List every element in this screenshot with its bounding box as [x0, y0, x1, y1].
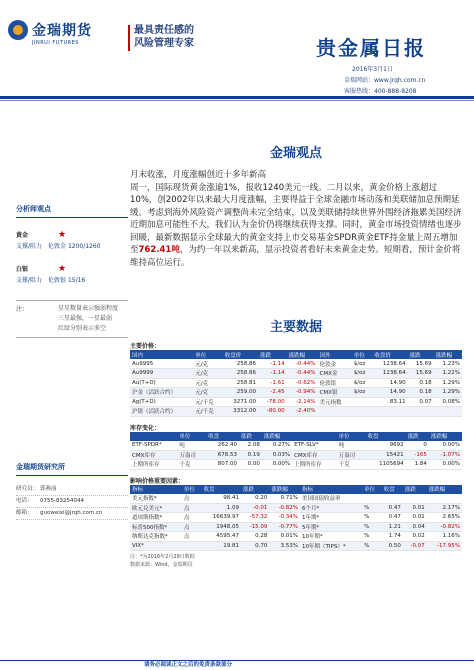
- table-cell: 0: [406, 441, 429, 451]
- table-cell: 点: [182, 522, 202, 532]
- website: 金瑞网站：www.jrqh.com.cn: [344, 77, 426, 84]
- table-cell: 元/千克: [193, 407, 222, 417]
- price-table: [130, 350, 462, 417]
- table-cell: 纳斯达克指数*: [130, 532, 182, 542]
- table-cell: 0.19: [239, 450, 262, 460]
- table-cell: 1.29%: [434, 388, 462, 398]
- email-key: 邮箱：: [16, 510, 33, 516]
- price-header-cell: 涨跌: [408, 350, 434, 359]
- table-cell: 上期所库存: [292, 460, 336, 470]
- silver-sr-label: 支撑/阻力: [16, 277, 43, 284]
- table-row: [130, 359, 462, 369]
- table-cell: CMX金: [318, 369, 352, 379]
- table-cell: -80.00: [258, 407, 287, 417]
- table-row: [130, 407, 462, 417]
- table-cell: -2.14%: [287, 397, 318, 407]
- price-header-row: [130, 350, 462, 359]
- stock-header-cell: 涨跌: [239, 432, 262, 441]
- price-body: [130, 359, 462, 416]
- table-cell: 258.86: [223, 359, 258, 369]
- table-cell: -1.07%: [429, 450, 462, 460]
- table-cell: -1.61: [258, 378, 287, 388]
- data-section: [130, 316, 462, 569]
- company-logo: [8, 20, 92, 56]
- table-cell: 0.00%: [429, 441, 462, 451]
- table-cell: -78.00: [258, 397, 287, 407]
- table-cell: -0.01: [241, 503, 269, 513]
- stock-header-cell: 涨跌幅: [429, 432, 462, 441]
- table-cell: [403, 494, 427, 504]
- stock-header-cell: 单位: [337, 432, 366, 441]
- table-cell: -0.07: [403, 541, 427, 551]
- macro-table: [130, 485, 462, 552]
- table-cell: 0.00: [239, 460, 262, 470]
- stock-header-cell: [130, 432, 177, 441]
- table-cell: %: [362, 532, 382, 542]
- table-cell: -17.95%: [427, 541, 462, 551]
- report-header: [0, 0, 474, 98]
- macro-caption: 影响价格重要因素：: [130, 477, 185, 485]
- table-cell: 万盎司: [177, 450, 206, 460]
- table-cell: 0.04: [403, 522, 427, 532]
- macro-header-cell: 收盘: [382, 485, 403, 494]
- table-cell: -0.44%: [287, 369, 318, 379]
- view-body-bold: 762.41吨: [138, 245, 180, 255]
- gold-label: 黄金: [16, 232, 29, 239]
- table-row: [130, 378, 462, 388]
- stock-header-cell: 单位: [177, 432, 206, 441]
- table-cell: 点: [182, 513, 202, 523]
- slogan: [134, 24, 194, 50]
- price-header-cell: 收盘价: [372, 350, 407, 359]
- table-cell: 3271.00: [223, 397, 258, 407]
- table-cell: 1.23%: [434, 359, 462, 369]
- table-cell: -2.45: [258, 388, 287, 398]
- macro-header-cell: 收盘: [202, 485, 242, 494]
- table-cell: 0.00%: [429, 460, 462, 470]
- table-cell: 2.65%: [427, 513, 462, 523]
- table-cell: [427, 494, 462, 504]
- price-header-cell: 单位: [352, 350, 373, 359]
- legend-caption: 注：: [16, 306, 29, 313]
- table-cell: 元/克: [193, 369, 222, 379]
- analyst-view-rule: [16, 217, 128, 218]
- footer-text: 请务必阅读正文之后的免责条款部分: [144, 662, 233, 668]
- table-cell: 3.53%: [269, 541, 300, 551]
- table-cell: $/oz: [352, 388, 373, 398]
- view-lead: 月末收涨，月度涨幅创近十多年新高: [130, 170, 267, 180]
- table-cell: 2.08: [239, 441, 262, 451]
- slogan-line-1: 最具责任感的: [134, 25, 194, 36]
- table-cell: Ag(T+D): [130, 397, 193, 407]
- table-cell: 0.01%: [269, 532, 300, 542]
- table-row: [130, 494, 462, 504]
- table-cell: 6个月*: [300, 503, 362, 513]
- table-cell: 道琼斯指数*: [130, 513, 182, 523]
- table-cell: 1.84: [406, 460, 429, 470]
- table-cell: 259.00: [223, 388, 258, 398]
- table-cell: 0.00%: [262, 460, 292, 470]
- macro-header-cell: 单位: [362, 485, 382, 494]
- table-cell: 1.21: [382, 522, 403, 532]
- table-row: [130, 503, 462, 513]
- table-cell: -0.44%: [287, 359, 318, 369]
- table-cell: 上期所库存: [130, 460, 177, 470]
- view-body-1: 周一，国际现货黄金涨逾1%，报收1240美元一线。二月以来，黄金价格上涨超过10%，创2002年以来最大月度涨幅，主要得益于全球金融市场动荡和美联储加息预期延缓。考虑到海外风险资产调整尚未完全结束，以及美联储持续世界外围经济拖累美国经济近期加息可能性不大，我们认为金价仍将继续获得支撑。同时，黄金市场投资情绪也逐步回暖，最新数据显示全球最大的黄金支持上市交易基金SPDR黄金ETF持金量上周五增加至: [130, 182, 462, 255]
- macro-header-cell: 单位: [182, 485, 202, 494]
- table-row: [130, 541, 462, 551]
- stock-header-cell: 涨跌幅: [262, 432, 292, 441]
- slogan-divider: [128, 25, 130, 51]
- macro-body: [130, 494, 462, 551]
- table-cell: 沪银（活跃合约）: [130, 407, 193, 417]
- table-cell: -0.77%: [269, 522, 300, 532]
- table-cell: 4595.47: [202, 532, 242, 542]
- star-legend: [16, 300, 128, 338]
- table-cell: 16639.97: [202, 513, 242, 523]
- table-cell: 0.50: [382, 541, 403, 551]
- macro-header-cell: 指标: [130, 485, 182, 494]
- table-cell: 262.40: [206, 441, 239, 451]
- report-date: 2016年3月1日: [352, 66, 393, 73]
- macro-header-cell: 涨跌: [403, 485, 427, 494]
- price-header-cell: 收盘价: [223, 350, 258, 359]
- table-cell: [362, 494, 382, 504]
- gold-block: [16, 230, 128, 252]
- table-cell: 万盎司: [337, 450, 366, 460]
- table-cell: 258.81: [223, 378, 258, 388]
- table-cell: 10年期（TIPS）*: [300, 541, 362, 551]
- table-cell: 0.08%: [434, 397, 462, 407]
- table-cell: 千克: [337, 460, 366, 470]
- legend-text: [58, 301, 128, 337]
- table-row: [130, 388, 462, 398]
- data-title: 主要数据: [269, 320, 322, 335]
- table-row: [130, 441, 462, 451]
- table-cell: VIX*: [130, 541, 182, 551]
- table-cell: -1.14: [258, 369, 287, 379]
- table-cell: [352, 397, 373, 407]
- table-row: [130, 532, 462, 542]
- table-cell: 美元指数*: [130, 494, 182, 504]
- table-cell: ETF-SLV*: [292, 441, 336, 451]
- stock-header-row: [130, 432, 462, 441]
- report-meta: [344, 64, 425, 97]
- research-rule: [16, 475, 128, 476]
- table-cell: -0.94%: [287, 388, 318, 398]
- header-rule: [0, 96, 474, 99]
- table-cell: 1105694: [365, 460, 405, 470]
- table-cell: 2.17%: [427, 503, 462, 513]
- table-cell: -0.62%: [287, 378, 318, 388]
- table-cell: 标普500指数*: [130, 522, 182, 532]
- table-cell: 98.41: [202, 494, 242, 504]
- logo-cn-text: 金瑞期货: [32, 23, 92, 39]
- table-cell: 1.29%: [434, 378, 462, 388]
- table-cell: 258.86: [223, 369, 258, 379]
- phone-row: [16, 496, 128, 508]
- table-cell: %: [362, 522, 382, 532]
- table-cell: 0.47: [382, 503, 403, 513]
- table-cell: 678.53: [206, 450, 239, 460]
- table-cell: 欧元兑美元*: [130, 503, 182, 513]
- table-cell: 伦敦金: [318, 359, 352, 369]
- table-cell: 19.81: [202, 541, 242, 551]
- table-cell: 元/克: [193, 359, 222, 369]
- table-cell: $/oz: [352, 359, 373, 369]
- table-cell: 15.69: [408, 369, 434, 379]
- price-header-cell: 涨跌幅: [434, 350, 462, 359]
- silver-sr-value: 伦敦银 15/16: [48, 277, 86, 284]
- macro-header-cell: 涨跌幅: [427, 485, 462, 494]
- table-cell: CMX库存: [292, 450, 336, 460]
- table-cell: 0.03%: [262, 450, 292, 460]
- legend-line-3: 红绿分别表示多空: [58, 325, 107, 332]
- table-cell: Au(T+D): [130, 378, 193, 388]
- table-cell: -57.32: [241, 513, 269, 523]
- table-cell: 9692: [365, 441, 405, 451]
- phone-value: 0755-83254044: [40, 498, 84, 504]
- table-cell: -0.82%: [427, 522, 462, 532]
- table-cell: [434, 407, 462, 417]
- table-cell: 1.16%: [427, 532, 462, 542]
- table-cell: [382, 494, 403, 504]
- table-cell: [352, 407, 373, 417]
- research-contact: [16, 462, 128, 520]
- table-row: [130, 522, 462, 532]
- table-cell: 0.47: [382, 513, 403, 523]
- macro-header-cell: 涨跌幅: [269, 485, 300, 494]
- stock-header-cell: 收盘: [206, 432, 239, 441]
- logo-mark-icon: [8, 20, 28, 40]
- table-cell: 元/克: [193, 388, 222, 398]
- macro-header-row: [130, 485, 462, 494]
- table-cell: 83.11: [372, 397, 407, 407]
- price-caption: 主要价格：: [130, 343, 161, 350]
- table-cell: 0.01: [403, 513, 427, 523]
- table-cell: $/oz: [352, 378, 373, 388]
- analyst-view-panel: [16, 204, 128, 286]
- macro-header-cell: 涨跌: [241, 485, 269, 494]
- stock-table: [130, 432, 462, 470]
- table-cell: 1.22%: [434, 369, 462, 379]
- view-body: [130, 182, 462, 270]
- table-cell: 0.70: [241, 541, 269, 551]
- table-cell: [408, 407, 434, 417]
- table-cell: %: [362, 541, 382, 551]
- table-cell: 3312.00: [223, 407, 258, 417]
- table-cell: 0.71%: [269, 494, 300, 504]
- table-cell: Au9995: [130, 359, 193, 369]
- table-cell: 美国国债收益率: [300, 494, 362, 504]
- table-cell: 0.18: [408, 388, 434, 398]
- table-cell: 1948.05: [202, 522, 242, 532]
- notes: [130, 553, 462, 569]
- view-body-2: ，为约一年以来新高，显示投资者看好未来黄金走势。短期看，预计金价将维持高位运行。: [130, 245, 461, 268]
- main-content: [130, 142, 462, 269]
- table-row: [130, 397, 462, 407]
- table-cell: 14.90: [372, 388, 407, 398]
- gold-sr-value: 伦敦金 1200/1260: [48, 243, 101, 250]
- silver-label: 白银: [16, 266, 29, 273]
- table-cell: 沪金（活跃合约）: [130, 388, 193, 398]
- stock-header-cell: 涨跌: [406, 432, 429, 441]
- table-cell: [318, 407, 352, 417]
- header-rule-thin: [0, 100, 474, 101]
- table-cell: CMX库存: [130, 450, 177, 460]
- table-cell: 吨: [337, 441, 366, 451]
- table-row: [130, 460, 462, 470]
- gold-sr-label: 支撑/阻力: [16, 243, 43, 250]
- note-date: 注：*为2016年2月29日数据: [130, 554, 195, 560]
- silver-star-icon: ★: [58, 264, 67, 274]
- footer-rule: [0, 660, 474, 661]
- table-cell: 千克: [177, 460, 206, 470]
- table-cell: %: [362, 513, 382, 523]
- table-cell: -2.40%: [287, 407, 318, 417]
- table-cell: [182, 541, 202, 551]
- price-header-cell: 单位: [193, 350, 222, 359]
- table-cell: 15421: [365, 450, 405, 460]
- table-cell: 5年期*: [300, 522, 362, 532]
- analyst-view-heading: 分析师观点: [16, 205, 51, 213]
- table-cell: 1238.64: [372, 369, 407, 379]
- phone-key: 电话：: [16, 498, 33, 504]
- email-row: [16, 508, 128, 520]
- stock-caption: 库存变化：: [130, 424, 161, 432]
- researcher-value: 郭燕丽: [40, 486, 57, 492]
- price-header-cell: 国内: [130, 350, 193, 359]
- hotline: 客服热线：400-888-8208: [344, 88, 417, 95]
- table-row: [130, 369, 462, 379]
- table-cell: -165: [406, 450, 429, 460]
- view-title: 金瑞观点: [269, 146, 322, 161]
- research-heading: 金瑞期货研究所: [16, 463, 65, 471]
- report-footer: [0, 660, 474, 670]
- silver-block: [16, 264, 128, 286]
- table-cell: 点: [182, 532, 202, 542]
- table-cell: -15.09: [241, 522, 269, 532]
- table-cell: 807.00: [206, 460, 239, 470]
- stock-header-cell: [292, 432, 336, 441]
- price-header-cell: 涨跌: [258, 350, 287, 359]
- table-cell: 1.74: [382, 532, 403, 542]
- stock-body: [130, 441, 462, 470]
- table-cell: 元/克: [193, 378, 222, 388]
- table-cell: 10年期*: [300, 532, 362, 542]
- gold-star-icon: ★: [58, 230, 67, 240]
- view-paragraph: [130, 169, 462, 269]
- table-cell: %: [362, 503, 382, 513]
- table-cell: Au9999: [130, 369, 193, 379]
- table-cell: -0.34%: [269, 513, 300, 523]
- table-cell: 0.28: [241, 532, 269, 542]
- table-cell: 0.01: [403, 503, 427, 513]
- logo-en-text: JINRUI FUTURES: [32, 40, 79, 46]
- table-cell: -0.82%: [269, 503, 300, 513]
- table-cell: 0.02: [403, 532, 427, 542]
- table-cell: 0.27%: [262, 441, 292, 451]
- table-cell: -1.14: [258, 359, 287, 369]
- table-cell: 点: [182, 503, 202, 513]
- table-cell: CMX银: [318, 388, 352, 398]
- table-cell: 0.20: [241, 494, 269, 504]
- researcher-key: 研究员：: [16, 486, 39, 492]
- table-cell: 美元指数: [318, 397, 352, 407]
- report-title: 贵金属日报: [316, 36, 426, 60]
- macro-header-cell: 指标: [300, 485, 362, 494]
- table-cell: [372, 407, 407, 417]
- legend-line-2: 三星最强，一星最弱: [58, 315, 113, 322]
- table-cell: 伦敦银: [318, 378, 352, 388]
- table-cell: 元/千克: [193, 397, 222, 407]
- note-source: 数据来源：Wind，金瑞期货: [130, 562, 193, 568]
- table-cell: $/oz: [352, 369, 373, 379]
- stock-header-cell: 收盘: [365, 432, 405, 441]
- table-row: [130, 513, 462, 523]
- email-value[interactable]: guoweixi@jrqh.com.cn: [40, 510, 103, 516]
- legend-line-1: 星星数量表示强弱程度: [58, 305, 119, 312]
- table-cell: 0.18: [408, 378, 434, 388]
- table-cell: 1238.64: [372, 359, 407, 369]
- price-header-cell: 涨跌幅: [287, 350, 318, 359]
- table-cell: 吨: [177, 441, 206, 451]
- table-row: [130, 450, 462, 460]
- researcher-row: [16, 484, 128, 496]
- table-cell: 14.90: [372, 378, 407, 388]
- table-cell: 1年期*: [300, 513, 362, 523]
- slogan-line-2: 风险管理专家: [134, 38, 194, 49]
- table-cell: ETF-SPDR*: [130, 441, 177, 451]
- price-header-cell: 国外: [318, 350, 352, 359]
- table-cell: 1.09: [202, 503, 242, 513]
- table-cell: 15.69: [408, 359, 434, 369]
- table-cell: 0.07: [408, 397, 434, 407]
- table-cell: 点: [182, 494, 202, 504]
